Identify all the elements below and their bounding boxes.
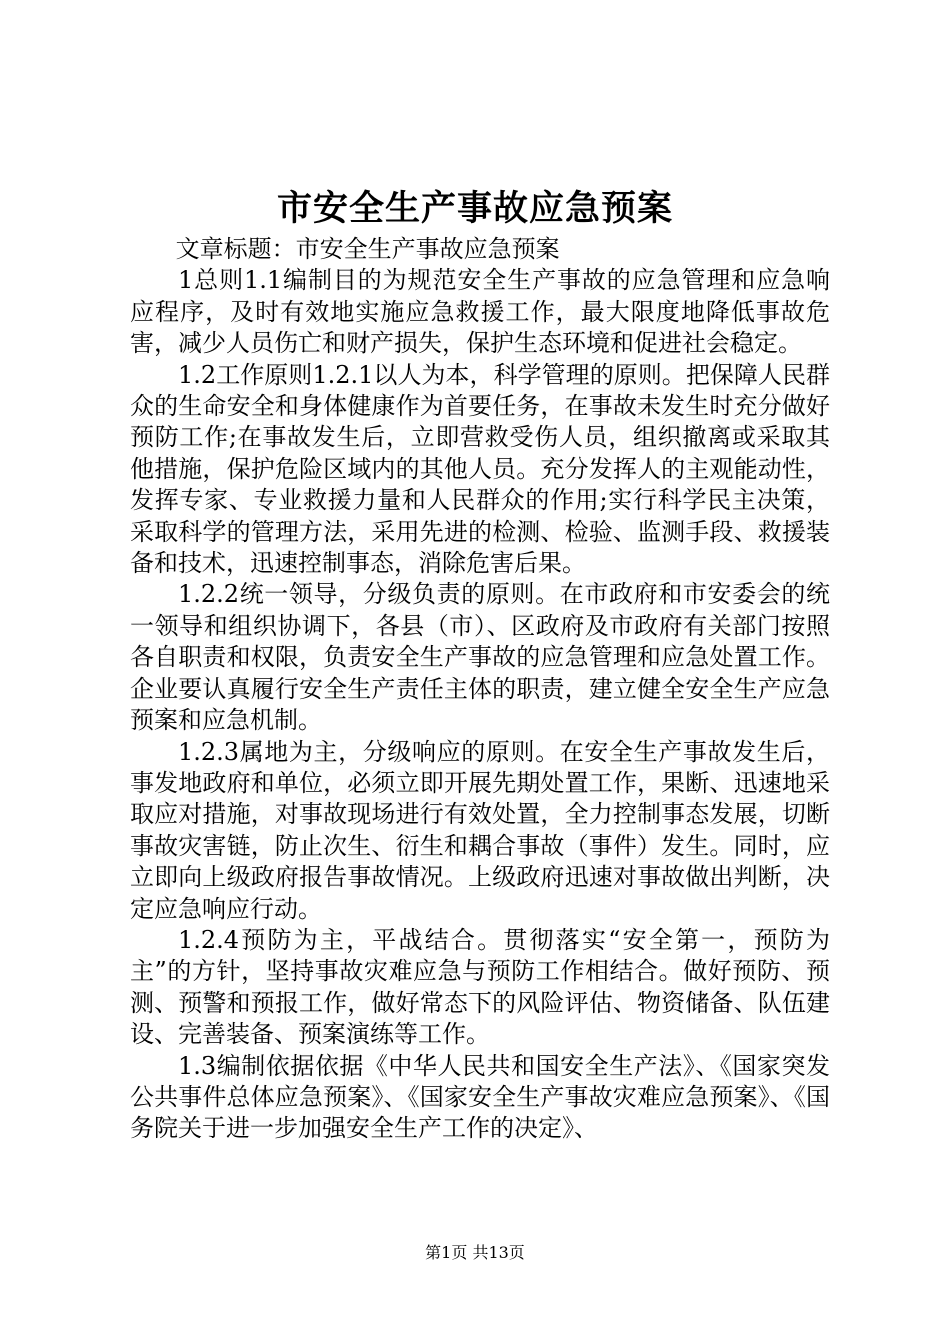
- page-footer: 第1页 共13页: [425, 1243, 525, 1262]
- paragraph: 1.3编制依据依据《中华人民共和国安全生产法》、《国家突发公共事件总体应急预案》、《国家安全生产事故灾难应急预案》、《国务院关于进一步加强安全生产工作的决定》、: [130, 1051, 830, 1143]
- document-body: [130, 234, 830, 1145]
- article-title-line: 文章标题：市安全生产事故应急预案: [175, 235, 560, 263]
- paragraph: 1.2.2统一领导，分级负责的原则。在市政府和市安委会的统一领导和组织协调下，各县（市）、区政府及市政府有关部门按照各自职责和权限，负责安全生产事故的应急管理和应急处置工作。企业要认真履行安全生产责任主体的职责，建立健全安全生产应急预案和应急机制。: [130, 580, 830, 735]
- document-title: 市安全生产事故应急预案: [276, 188, 673, 229]
- paragraph: 1.2工作原则1.2.1以人为本，科学管理的原则。把保障人民群众的生命安全和身体健康作为首要任务，在事故未发生时充分做好预防工作;在事故发生后，立即营救受伤人员，组织撤离或采取其他措施，保护危险区域内的其他人员。充分发挥人的主观能动性，发挥专家、专业救援力量和人民群众的作用;实行科学民主决策，采取科学的管理方法，采用先进的检测、检验、监测手段、救援装备和技术，迅速控制事态，消除危害后果。: [130, 360, 830, 578]
- paragraph: 1.2.4预防为主，平战结合。贯彻落实“安全第一，预防为主”的方针，坚持事故灾难应急与预防工作相结合。做好预防、预测、预警和预报工作，做好常态下的风险评估、物资储备、队伍建设、完善装备、预案演练等工作。: [130, 925, 830, 1049]
- paragraph: 1.2.3属地为主，分级响应的原则。在安全生产事故发生后，事发地政府和单位，必须立即开展先期处置工作，果断、迅速地采取应对措施，对事故现场进行有效处置，全力控制事态发展，切断事故灾害链，防止次生、衍生和耦合事故（事件）发生。同时，应立即向上级政府报告事故情况。上级政府迅速对事故做出判断，决定应急响应行动。: [130, 737, 830, 923]
- paragraph: 1总则1.1编制目的为规范安全生产事故的应急管理和应急响应程序，及时有效地实施应急救援工作，最大限度地降低事故危害，减少人员伤亡和财产损失，保护生态环境和促进社会稳定。: [130, 266, 830, 358]
